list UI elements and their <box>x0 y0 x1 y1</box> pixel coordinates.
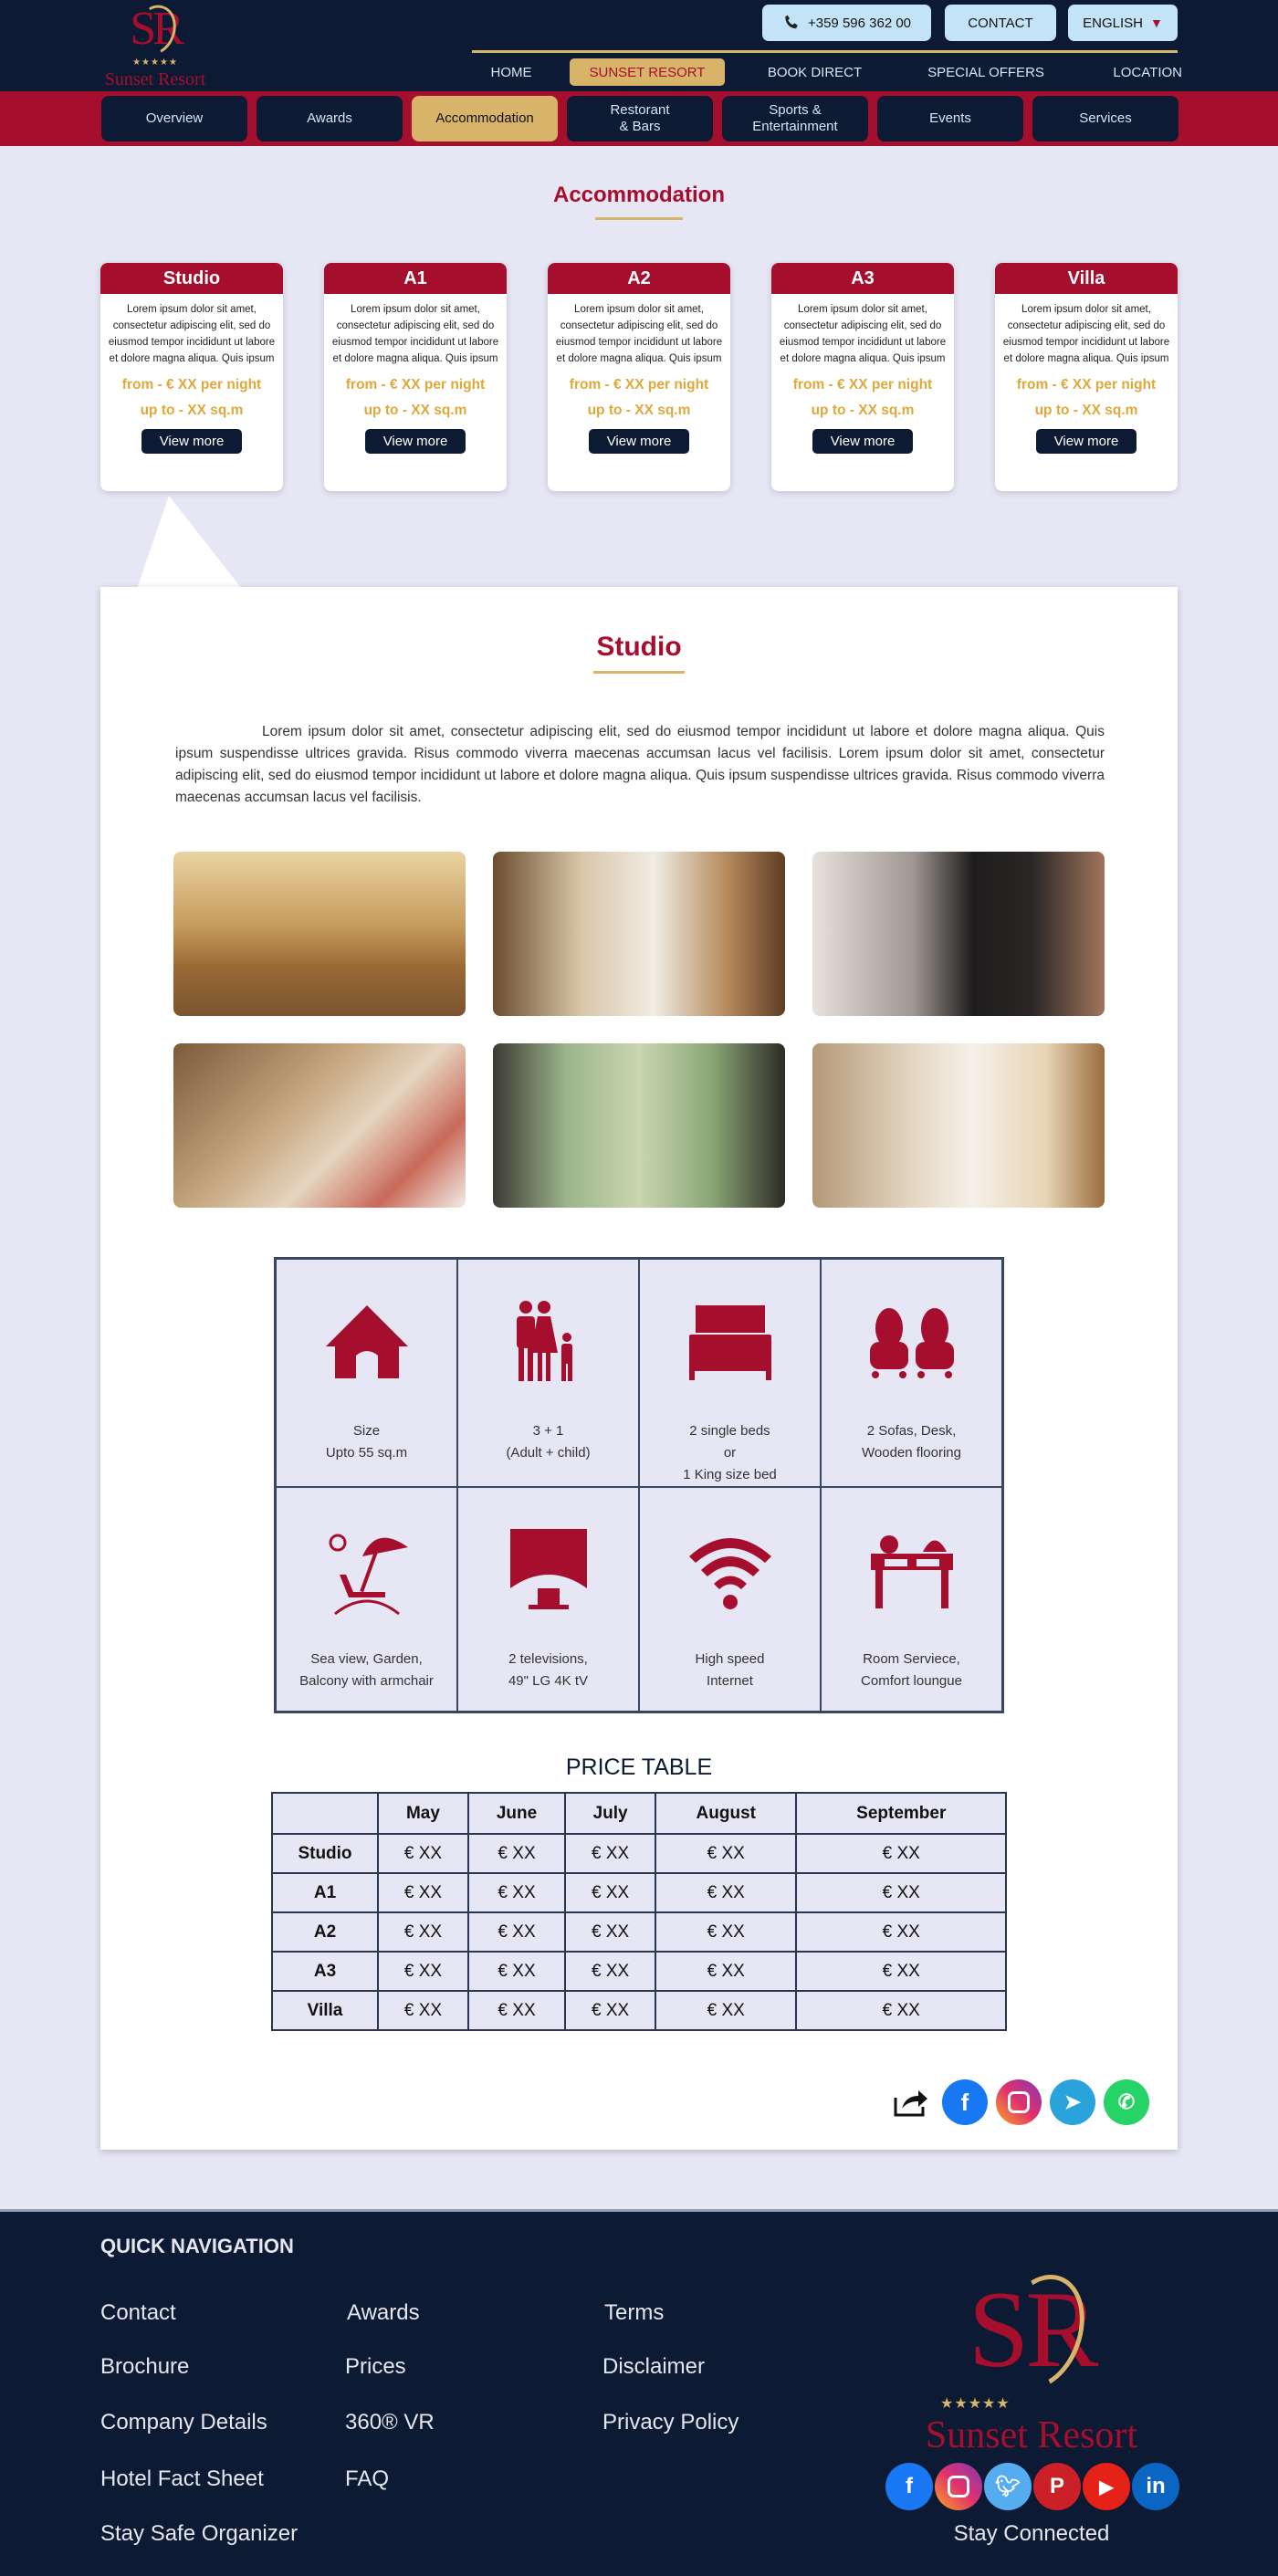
house-icon <box>317 1296 417 1387</box>
price-cell: € XX <box>565 1952 655 1991</box>
card-title: Villa <box>995 263 1178 294</box>
bed-icon <box>680 1296 780 1387</box>
amenity-beds <box>639 1259 821 1487</box>
amenity-text: Sea view, Garden, Balcony with armchair <box>299 1651 434 1689</box>
footer-link-brochure[interactable]: Brochure <box>100 2354 190 2379</box>
chevron-down-icon: ▼ <box>1150 16 1163 30</box>
tab-overview[interactable]: Overview <box>101 96 247 141</box>
nav-sunset-resort[interactable]: SUNSET RESORT <box>570 58 725 86</box>
phone-number: +359 596 362 00 <box>807 15 912 31</box>
room-card-villa <box>995 263 1178 491</box>
contact-button[interactable] <box>945 5 1056 41</box>
card-size: up to - XX sq.m <box>811 403 915 418</box>
price-cell: € XX <box>378 1952 468 1991</box>
room-card-a2 <box>548 263 730 491</box>
footer-link-contact[interactable]: Contact <box>100 2300 176 2325</box>
footer-linkedin-icon[interactable]: in <box>1132 2463 1179 2510</box>
row-header: Villa <box>272 1991 378 2030</box>
view-more-button[interactable]: View more <box>1036 429 1137 454</box>
footer-youtube-icon[interactable]: ▶ <box>1083 2463 1130 2510</box>
footer-link-faq[interactable]: FAQ <box>345 2466 390 2491</box>
footer-logo-initials: SR <box>968 2268 1095 2390</box>
price-table <box>271 1792 1007 2031</box>
amenity-text: 2 Sofas, Desk, Wooden flooring <box>862 1423 961 1461</box>
beach-icon <box>317 1524 417 1616</box>
table-header-row <box>272 1793 1006 1834</box>
row-header: A3 <box>272 1952 378 1991</box>
footer-facebook-icon[interactable]: f <box>885 2463 933 2510</box>
facebook-icon[interactable]: f <box>942 2079 988 2125</box>
price-cell: € XX <box>655 1952 796 1991</box>
tab-events[interactable]: Events <box>877 96 1023 141</box>
phone-icon <box>782 13 801 33</box>
card-size: up to - XX sq.m <box>140 403 244 418</box>
price-cell: € XX <box>796 1834 1006 1873</box>
column-header: July <box>565 1793 655 1834</box>
price-cell: € XX <box>796 1952 1006 1991</box>
nav-special-offers[interactable]: SPECIAL OFFERS <box>927 64 1044 80</box>
table-row <box>272 1991 1006 2030</box>
price-cell: € XX <box>796 1912 1006 1952</box>
column-header: May <box>378 1793 468 1834</box>
price-cell: € XX <box>468 1873 565 1912</box>
card-description: Lorem ipsum dolor sit amet, consectetur adipiscing elit, sed do eiusmod tempor incididunt ut labore et dolore magna aliqua. Quis ipsum <box>331 304 499 364</box>
amenity-furniture <box>821 1259 1002 1487</box>
footer-link-stay-safe-organizer[interactable]: Stay Safe Organizer <box>100 2521 299 2546</box>
card-size: up to - XX sq.m <box>587 403 691 418</box>
price-cell: € XX <box>565 1912 655 1952</box>
footer-pinterest-icon[interactable]: P <box>1033 2463 1081 2510</box>
detail-title: Studio <box>596 632 682 662</box>
photo-living-room[interactable] <box>173 852 466 1016</box>
armchairs-icon <box>862 1296 962 1387</box>
detail-description: Lorem ipsum dolor sit amet, consectetur adipiscing elit, sed do eiusmod tempor incididunt ut labore et dolore magna aliqua. Quis ipsum suspendisse ultrices gravida. Risus commodo viverra maecenas accumsan lacus vel facilisis. Lorem ipsum dolor sit amet, consectetur adipiscing elit, sed do eiusmod tempor incididunt ut labore et dolore magna aliqua. Quis ipsum suspendisse ultrices gravida. Risus commodo viverra maecenas accumsan lacus vel facilisis. <box>175 724 1105 805</box>
price-cell: € XX <box>655 1873 796 1912</box>
amenity-text: Room Serviece, Comfort loungue <box>861 1651 962 1689</box>
amenity-size <box>276 1259 457 1487</box>
table-row <box>272 1834 1006 1873</box>
card-description: Lorem ipsum dolor sit amet, consectetur adipiscing elit, sed do eiusmod tempor incididunt ut labore et dolore magna aliqua. Quis ipsum <box>555 304 723 364</box>
card-description: Lorem ipsum dolor sit amet, consectetur adipiscing elit, sed do eiusmod tempor incididunt ut labore et dolore magna aliqua. Quis ipsum <box>779 304 947 364</box>
contact-label: CONTACT <box>968 15 1033 31</box>
logo-name: Sunset Resort <box>104 69 206 90</box>
price-cell: € XX <box>468 1952 565 1991</box>
price-cell: € XX <box>796 1991 1006 2030</box>
table-row <box>272 1952 1006 1991</box>
language-select[interactable] <box>1068 5 1178 41</box>
card-price: from - € XX per night <box>792 377 933 393</box>
footer-twitter-icon[interactable]: 🐦︎ <box>984 2463 1032 2510</box>
price-cell: € XX <box>796 1873 1006 1912</box>
nav-book-direct[interactable]: BOOK DIRECT <box>767 64 863 80</box>
footer-link-terms[interactable]: Terms <box>604 2300 665 2325</box>
room-card-studio <box>100 263 283 491</box>
price-cell: € XX <box>378 1912 468 1952</box>
table-row <box>272 1873 1006 1912</box>
nav-location[interactable]: LOCATION <box>1113 64 1182 80</box>
telegram-icon[interactable]: ➤ <box>1050 2079 1095 2125</box>
price-cell: € XX <box>468 1912 565 1952</box>
view-more-button[interactable]: View more <box>365 429 466 454</box>
detail-title-underline <box>593 671 685 674</box>
tv-icon <box>498 1524 599 1616</box>
card-title: Studio <box>100 263 283 294</box>
footer-logo <box>899 2264 1164 2459</box>
column-header: September <box>796 1793 1006 1834</box>
card-description: Lorem ipsum dolor sit amet, consectetur adipiscing elit, sed do eiusmod tempor incididunt ut labore et dolore magna aliqua. Quis ipsum <box>108 304 276 364</box>
price-cell: € XX <box>468 1991 565 2030</box>
tab-accommodation[interactable]: Accommodation <box>412 96 558 141</box>
footer-instagram-icon[interactable] <box>935 2463 982 2510</box>
amenity-text: 2 single beds or 1 King size bed <box>683 1423 777 1482</box>
price-cell: € XX <box>655 1991 796 2030</box>
price-cell: € XX <box>378 1834 468 1873</box>
view-more-button[interactable]: View more <box>812 429 914 454</box>
whatsapp-icon[interactable]: ✆ <box>1104 2079 1149 2125</box>
room-card-a3 <box>771 263 954 491</box>
photo-studio-overview[interactable] <box>173 1043 466 1208</box>
amenity-text: Size Upto 55 sq.m <box>325 1423 408 1461</box>
pointer-triangle <box>128 496 256 589</box>
card-price: from - € XX per night <box>345 377 486 393</box>
card-price: from - € XX per night <box>569 377 709 393</box>
footer-link-privacy-policy[interactable]: Privacy Policy <box>602 2410 739 2435</box>
tab-services[interactable]: Services <box>1032 96 1178 141</box>
card-price: from - € XX per night <box>1016 377 1157 393</box>
amenity-guests <box>457 1259 639 1487</box>
tab-restaurant-bars[interactable]: Restorant & Bars <box>567 96 713 141</box>
photo-bedroom[interactable] <box>493 852 785 1016</box>
footer-logo-stars: ★★★★★ <box>940 2396 1011 2412</box>
price-cell: € XX <box>378 1873 468 1912</box>
stay-connected-label: Stay Connected <box>953 2521 1110 2546</box>
column-header <box>272 1793 378 1834</box>
card-title: A2 <box>548 263 730 294</box>
tab-awards[interactable]: Awards <box>257 96 403 141</box>
price-cell: € XX <box>655 1834 796 1873</box>
footer-link-awards[interactable]: Awards <box>347 2300 420 2325</box>
column-header: August <box>655 1793 796 1834</box>
card-title: A1 <box>324 263 507 294</box>
divider <box>472 50 1178 53</box>
amenity-room-service <box>821 1487 1002 1712</box>
price-table-title: PRICE TABLE <box>565 1754 713 1780</box>
wifi-icon <box>680 1524 780 1616</box>
footer-link-prices[interactable]: Prices <box>345 2354 406 2379</box>
logo-stars: ★★★★★ <box>132 58 178 68</box>
column-header: June <box>468 1793 565 1834</box>
amenity-wifi <box>639 1487 821 1712</box>
photo-kitchen[interactable] <box>812 852 1105 1016</box>
price-cell: € XX <box>565 1834 655 1873</box>
room-service-icon <box>862 1524 962 1616</box>
title-underline <box>595 217 683 220</box>
card-description: Lorem ipsum dolor sit amet, consectetur adipiscing elit, sed do eiusmod tempor incididunt ut labore et dolore magna aliqua. Quis ipsum <box>1002 304 1170 364</box>
view-more-button[interactable]: View more <box>589 429 690 454</box>
amenities-grid <box>274 1257 1004 1713</box>
room-card-a1 <box>324 263 507 491</box>
logo-initials: SR <box>130 3 181 55</box>
card-size: up to - XX sq.m <box>1034 403 1138 418</box>
footer-link-disclaimer[interactable]: Disclaimer <box>602 2354 706 2379</box>
price-cell: € XX <box>565 1991 655 2030</box>
family-icon <box>498 1296 599 1387</box>
price-cell: € XX <box>565 1873 655 1912</box>
footer-logo-name: Sunset Resort <box>925 2414 1138 2457</box>
amenity-text: 3 + 1 (Adult + child) <box>506 1423 591 1461</box>
footer-link-360-vr[interactable]: 360® VR <box>345 2410 435 2435</box>
nav-home[interactable]: HOME <box>490 64 532 80</box>
card-size: up to - XX sq.m <box>363 403 467 418</box>
logo[interactable] <box>91 1 219 90</box>
language-label: ENGLISH <box>1083 15 1143 31</box>
amenity-text: 2 televisions, 49" LG 4K tV <box>508 1651 589 1689</box>
amenity-tv <box>457 1487 639 1712</box>
card-title: A3 <box>771 263 954 294</box>
row-header: A2 <box>272 1912 378 1952</box>
amenity-view <box>276 1487 457 1712</box>
price-cell: € XX <box>468 1834 565 1873</box>
footer-link-hotel-fact-sheet[interactable]: Hotel Fact Sheet <box>100 2466 264 2491</box>
instagram-icon[interactable] <box>996 2079 1042 2125</box>
row-header: Studio <box>272 1834 378 1873</box>
footer-link-company-details[interactable]: Company Details <box>100 2410 267 2435</box>
tab-sports-entertainment[interactable]: Sports & Entertainment <box>722 96 868 141</box>
card-price: from - € XX per night <box>121 377 262 393</box>
share-icon[interactable] <box>893 2087 929 2118</box>
price-cell: € XX <box>655 1912 796 1952</box>
photo-bathroom[interactable] <box>812 1043 1105 1208</box>
row-header: A1 <box>272 1873 378 1912</box>
section-title: Accommodation <box>552 183 725 207</box>
phone-button[interactable] <box>762 5 931 41</box>
footer-heading: QUICK NAVIGATION <box>100 2235 294 2257</box>
amenity-text: High speed Internet <box>695 1651 765 1689</box>
photo-balcony[interactable] <box>493 1043 785 1208</box>
price-cell: € XX <box>378 1991 468 2030</box>
view-more-button[interactable]: View more <box>141 429 243 454</box>
table-row <box>272 1912 1006 1952</box>
